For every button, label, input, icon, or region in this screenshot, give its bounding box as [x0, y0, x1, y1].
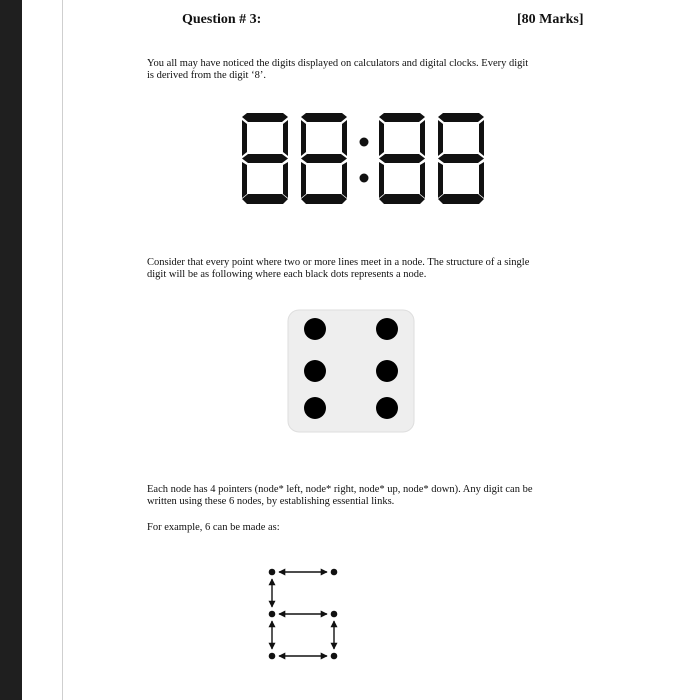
question-marks: [80 Marks]	[517, 12, 584, 27]
node-dot-top-right	[376, 318, 398, 340]
six-node-bottom-left	[269, 653, 276, 660]
clock-digit-4	[438, 113, 484, 204]
pointers-line-1: Each node has 4 pointers (node* left, node* right, node* up, node* down). Any digit can be	[147, 484, 533, 495]
node-dot-middle-left	[304, 360, 326, 382]
node-line-2: digit will be as following where each black dots represents a node.	[147, 269, 427, 280]
page-border	[62, 0, 63, 700]
seven-segment-clock-88-88	[240, 112, 490, 207]
clock-digit-2	[301, 113, 347, 204]
node-dot-bottom-right	[376, 397, 398, 419]
six-node-middle-left	[269, 611, 276, 618]
six-node-middle-right	[331, 611, 338, 618]
node-line-1: Consider that every point where two or more lines meet in a node. The structure of a single	[147, 257, 530, 268]
six-node-structure-figure	[287, 309, 415, 433]
left-dark-bar	[0, 0, 22, 700]
six-node-top-left	[269, 569, 276, 576]
six-node-bottom-right	[331, 653, 338, 660]
six-node-top-right	[331, 569, 338, 576]
node-paragraph	[147, 257, 587, 281]
pointers-line-2: written using these 6 nodes, by establishing essential links.	[147, 496, 395, 507]
clock-digit-3	[379, 113, 425, 204]
node-dot-top-left	[304, 318, 326, 340]
clock-colon-dot-top	[360, 138, 369, 147]
clock-colon-dot-bottom	[360, 174, 369, 183]
example-text: For example, 6 can be made as:	[147, 522, 280, 533]
clock-digit-1	[242, 113, 288, 204]
intro-line-1: You all may have noticed the digits displayed on calculators and digital clocks. Every digit	[147, 58, 529, 69]
node-dot-bottom-left	[304, 397, 326, 419]
question-title: Question # 3:	[182, 12, 262, 27]
intro-paragraph	[147, 58, 587, 82]
pointers-paragraph	[147, 484, 587, 508]
node-dot-middle-right	[376, 360, 398, 382]
digit-six-link-diagram	[262, 562, 352, 672]
intro-line-2: is derived from the digit ‘8’.	[147, 70, 266, 81]
